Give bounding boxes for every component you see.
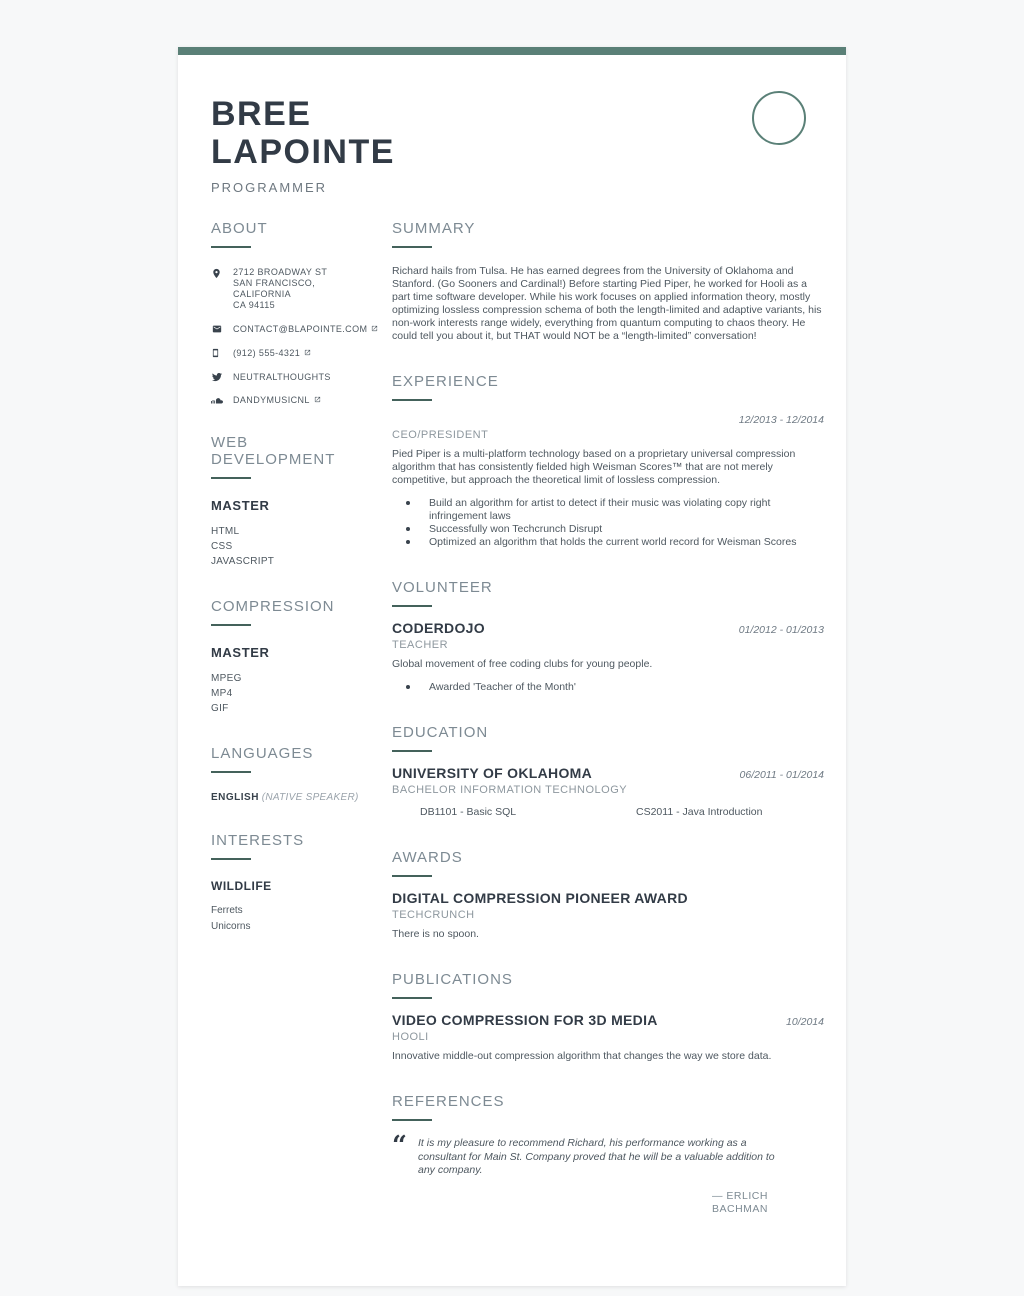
volunteer-section (392, 579, 824, 694)
external-link-icon[interactable] (314, 395, 321, 405)
address-text: 2712 BROADWAY ST SAN FRANCISCO, CALIFORNIA CA 94115 (233, 267, 328, 310)
mobile-phone-icon (211, 347, 233, 359)
publication-entry (392, 1012, 824, 1063)
address-row (211, 267, 375, 311)
heading-rule (392, 399, 432, 401)
heading-rule (211, 624, 251, 626)
entry-school: UNIVERSITY OF OKLAHOMA (392, 765, 593, 781)
heading-rule (392, 605, 432, 607)
awards-heading: AWARDS (392, 849, 824, 877)
award-title: DIGITAL COMPRESSION PIONEER AWARD (392, 890, 688, 906)
reference-quote-row (392, 1131, 824, 1178)
sidebar (211, 220, 375, 1246)
about-heading: ABOUT (211, 220, 375, 248)
award-description: There is no spoon. (392, 928, 479, 940)
name-block (211, 95, 395, 195)
skill-heading: WEB DEVELOPMENT (211, 434, 375, 479)
resume-page (178, 47, 846, 1286)
phone-text[interactable]: (912) 555-4321 (233, 348, 301, 358)
reference-quote-text: It is my pleasure to recommend Richard, his performance working as a consultant for Main St. Company proved that he will be a valuable addition to any company. (418, 1137, 775, 1176)
about-list (211, 267, 375, 405)
soundcloud-row[interactable] (211, 395, 375, 405)
entry-organization: CODERDOJO (392, 620, 485, 636)
skill-section-web-development (211, 434, 375, 569)
bullet-item: Successfully won Techcrunch Disrupt (392, 523, 824, 536)
entry-header (392, 765, 824, 781)
skill-item: HTML (211, 526, 240, 537)
about-section (211, 220, 375, 405)
external-link-icon[interactable] (371, 324, 378, 334)
page-content (178, 55, 846, 1286)
heading-rule (211, 771, 251, 773)
awards-section (392, 849, 824, 941)
external-link-icon[interactable] (304, 348, 311, 358)
experience-heading: EXPERIENCE (392, 373, 824, 401)
skill-item: MP4 (211, 688, 233, 699)
interest-category: WILDLIFE (211, 879, 272, 893)
education-entry (392, 765, 824, 819)
heading-rule (211, 477, 251, 479)
entry-description: Global movement of free coding clubs for young people. (392, 658, 653, 670)
publication-description: Innovative middle-out compression algorithm that changes the way we store data. (392, 1050, 772, 1062)
interests-heading: INTERESTS (211, 832, 375, 860)
skill-item: JAVASCRIPT (211, 556, 275, 567)
publications-heading: PUBLICATIONS (392, 971, 824, 999)
course-item: DB1101 - Basic SQL (420, 806, 517, 818)
publication-publisher: HOOLI (392, 1031, 429, 1043)
award-entry (392, 890, 824, 941)
course-item: CS2011 - Java Introduction (636, 806, 763, 818)
main-column (392, 220, 824, 1246)
heading-rule (392, 246, 432, 248)
publications-section (392, 971, 824, 1063)
attribution-line: — ERLICH (711, 1189, 768, 1202)
interests-section (211, 832, 375, 935)
entry-role: CEO/PRESIDENT (392, 429, 489, 441)
entry-header (392, 414, 824, 426)
bullet-dot (406, 540, 410, 544)
language-row (211, 792, 375, 803)
skill-item: GIF (211, 703, 229, 714)
education-section (392, 724, 824, 819)
course-list (392, 806, 824, 819)
skill-heading: COMPRESSION (211, 598, 375, 626)
attribution-line: BACHMAN (711, 1202, 768, 1215)
phone-row[interactable] (211, 347, 375, 359)
entry-header (392, 1012, 824, 1028)
summary-heading: SUMMARY (392, 220, 824, 248)
heading-rule (211, 246, 251, 248)
entry-dates: 06/2011 - 01/2014 (739, 769, 824, 781)
experience-section (392, 373, 824, 549)
map-marker-icon (211, 267, 233, 280)
references-section (392, 1093, 824, 1216)
interest-item: Unicorns (211, 921, 251, 932)
interest-item: Ferrets (211, 905, 243, 916)
name-line-1: BREE (211, 95, 312, 133)
languages-heading: LANGUAGES (211, 745, 375, 773)
bullet-dot (406, 501, 410, 505)
skill-item: MPEG (211, 673, 242, 684)
skill-section-compression (211, 598, 375, 716)
entry-degree: BACHELOR INFORMATION TECHNOLOGY (392, 784, 628, 796)
heading-rule (392, 1119, 432, 1121)
volunteer-heading: VOLUNTEER (392, 579, 824, 607)
summary-text: Richard hails from Tulsa. He has earned degrees from the University of Oklahoma and Stanford. (Go Sooners and Cardinal!) Before starting Pied Piper, he worked for Hooli as a part time software developer. While his work focuses on applied information theory, mostly optimizing lossless compression schema of both the length-limited and adaptive variants, his non-work interests range widely, everything from quantum computing to chaos theory. He could tell you about it, but THAT would NOT be a “length-limited” conversation! (392, 265, 822, 342)
entry-dates: 12/2013 - 12/2014 (738, 414, 824, 426)
bullet-dot (406, 527, 410, 531)
bullet-list (392, 497, 824, 549)
entry-header (392, 890, 824, 906)
languages-section (211, 745, 375, 803)
heading-rule (392, 997, 432, 999)
name-line-2: LAPOINTE (211, 133, 395, 171)
entry-header (392, 620, 824, 636)
reference-attribution (392, 1190, 824, 1216)
award-issuer: TECHCRUNCH (392, 909, 475, 921)
soundcloud-icon (211, 396, 233, 405)
bullet-dot (406, 685, 410, 689)
photo-placeholder (752, 91, 806, 145)
skill-item: CSS (211, 541, 233, 552)
entry-description: Pied Piper is a multi-platform technology based on a proprietary universal compression algorithm that has consistently fielded high Weisman Scores™ that are not merely competitive, but approach the theoretical limit of lossless compression. (392, 448, 796, 486)
volunteer-entry (392, 620, 824, 694)
entry-dates: 10/2014 (786, 1016, 824, 1028)
twitter-icon (211, 372, 233, 382)
quote-icon: “ (392, 1131, 407, 1161)
skill-level: MASTER (211, 498, 270, 513)
bullet-item: Optimized an algorithm that holds the current world record for Weisman Scores (392, 536, 824, 549)
columns (211, 220, 824, 1246)
resume-header (211, 95, 824, 195)
envelope-icon (211, 324, 233, 334)
bullet-item: Awarded 'Teacher of the Month' (392, 681, 824, 694)
summary-section (392, 220, 824, 343)
publication-title: VIDEO COMPRESSION FOR 3D MEDIA (392, 1012, 658, 1028)
soundcloud-handle[interactable]: DANDYMUSICNL (233, 395, 310, 405)
language-name: ENGLISH (211, 792, 259, 803)
job-title: PROGRAMMER (211, 180, 328, 195)
skill-level: MASTER (211, 645, 270, 660)
education-heading: EDUCATION (392, 724, 824, 752)
references-heading: REFERENCES (392, 1093, 824, 1121)
email-row[interactable] (211, 324, 375, 334)
bullet-list (392, 681, 824, 694)
twitter-row (211, 372, 375, 382)
heading-rule (392, 750, 432, 752)
heading-rule (211, 858, 251, 860)
entry-role: TEACHER (392, 639, 449, 651)
entry-dates: 01/2012 - 01/2013 (738, 624, 824, 636)
twitter-handle: NEUTRALTHOUGHTS (233, 372, 331, 382)
language-note: (NATIVE SPEAKER) (261, 792, 359, 803)
bullet-item: Build an algorithm for artist to detect if their music was violating copy right infringement laws (392, 497, 824, 523)
experience-entry (392, 414, 824, 549)
email-text[interactable]: CONTACT@BLAPOINTE.COM (233, 324, 368, 334)
accent-topbar (178, 47, 846, 55)
heading-rule (392, 875, 432, 877)
